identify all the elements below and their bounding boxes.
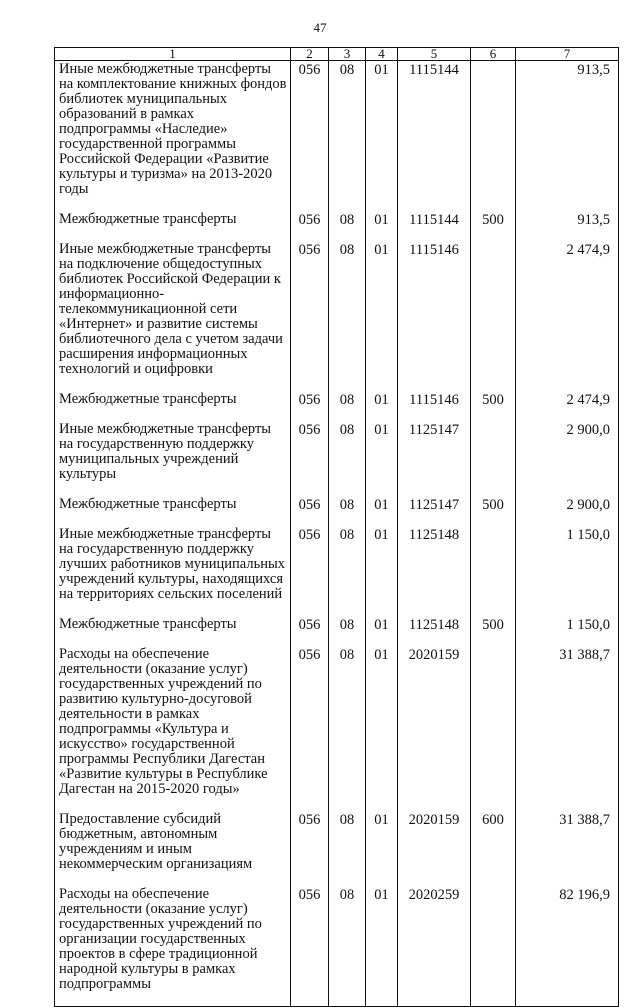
row-amount: 31 388,7: [516, 811, 619, 886]
header-col-2: 2: [291, 48, 329, 61]
row-name: Расходы на обеспечение деятельности (оказание услуг) государственных учреждений по организации государственных проектов в сфере традиционной народной культуры в рамках подпрограммы: [55, 886, 291, 1007]
table-row: [55, 616, 619, 646]
row-ministry: 056: [291, 616, 329, 646]
row-ministry: 056: [291, 886, 329, 1007]
header-col-7: 7: [516, 48, 619, 61]
row-name: Межбюджетные трансферты: [55, 391, 291, 421]
row-name: Иные межбюджетные трансферты на государственную поддержку муниципальных учреждений культуры: [55, 421, 291, 496]
row-ministry: 056: [291, 526, 329, 616]
row-amount: 2 474,9: [516, 241, 619, 391]
row-section: 08: [329, 241, 366, 391]
row-expense-type: 500: [471, 496, 516, 526]
row-subsection: 01: [366, 241, 398, 391]
row-subsection: 01: [366, 646, 398, 811]
row-subsection: 01: [366, 811, 398, 886]
row-name: Межбюджетные трансферты: [55, 211, 291, 241]
row-name: Расходы на обеспечение деятельности (оказание услуг) государственных учреждений по развитию культурно-досуговой деятельности в рамках подпрограммы «Культура и искусство» государственной программы Республики Дагестан «Развитие культуры в Республике Дагестан на 2015-2020 годы»: [55, 646, 291, 811]
row-expense-type: 600: [471, 811, 516, 886]
row-expense-type: [471, 646, 516, 811]
row-amount: 1 150,0: [516, 616, 619, 646]
row-target: 2020159: [398, 646, 471, 811]
row-target: 1115144: [398, 211, 471, 241]
row-ministry: 056: [291, 391, 329, 421]
row-section: 08: [329, 391, 366, 421]
row-name: Межбюджетные трансферты: [55, 496, 291, 526]
row-expense-type: [471, 526, 516, 616]
row-name: Иные межбюджетные трансферты на государственную поддержку лучших работников муниципальных учреждений культуры, находящихся на территориях сельских поселений: [55, 526, 291, 616]
row-subsection: 01: [366, 61, 398, 212]
row-name: Предоставление субсидий бюджетным, автономным учреждениям и иным некоммерческим организациям: [55, 811, 291, 886]
row-amount: 2 900,0: [516, 421, 619, 496]
row-subsection: 01: [366, 496, 398, 526]
row-subsection: 01: [366, 211, 398, 241]
table-row: [55, 646, 619, 811]
row-amount: 1 150,0: [516, 526, 619, 616]
table-row: [55, 811, 619, 886]
row-amount: 2 900,0: [516, 496, 619, 526]
row-ministry: 056: [291, 241, 329, 391]
header-col-4: 4: [366, 48, 398, 61]
table-row: [55, 391, 619, 421]
row-target: 1115146: [398, 241, 471, 391]
row-section: 08: [329, 886, 366, 1007]
header-col-6: 6: [471, 48, 516, 61]
row-section: 08: [329, 211, 366, 241]
row-ministry: 056: [291, 211, 329, 241]
row-amount: 82 196,9: [516, 886, 619, 1007]
row-name: Иные межбюджетные трансферты на подключение общедоступных библиотек Российской Федерации к информационно-телекоммуникационной сети «Интернет» и развитие системы библиотечного дела с учетом задачи расширения информационных технологий и оцифровки: [55, 241, 291, 391]
row-expense-type: 500: [471, 211, 516, 241]
row-target: 2020159: [398, 811, 471, 886]
row-target: 1115146: [398, 391, 471, 421]
row-expense-type: [471, 886, 516, 1007]
row-amount: 913,5: [516, 61, 619, 212]
row-expense-type: [471, 61, 516, 212]
row-target: 1125148: [398, 526, 471, 616]
row-amount: 2 474,9: [516, 391, 619, 421]
table-row: [55, 421, 619, 496]
row-amount: 913,5: [516, 211, 619, 241]
row-section: 08: [329, 421, 366, 496]
row-target: 1125147: [398, 421, 471, 496]
row-target: 1125147: [398, 496, 471, 526]
row-expense-type: [471, 241, 516, 391]
row-ministry: 056: [291, 61, 329, 212]
table-row: [55, 61, 619, 212]
table-row: [55, 886, 619, 1007]
row-name: Межбюджетные трансферты: [55, 616, 291, 646]
row-ministry: 056: [291, 496, 329, 526]
row-name: Иные межбюджетные трансферты на комплектование книжных фондов библиотек муниципальных образований в рамках подпрограммы «Наследие» государственной программы Российской Федерации «Развитие культуры и туризма» на 2013-2020 годы: [55, 61, 291, 212]
row-target: 2020259: [398, 886, 471, 1007]
row-expense-type: [471, 421, 516, 496]
row-subsection: 01: [366, 886, 398, 1007]
row-subsection: 01: [366, 616, 398, 646]
page-number: 47: [313, 20, 327, 35]
row-section: 08: [329, 616, 366, 646]
row-expense-type: 500: [471, 616, 516, 646]
table-row: [55, 496, 619, 526]
row-subsection: 01: [366, 391, 398, 421]
row-subsection: 01: [366, 421, 398, 496]
row-amount: 31 388,7: [516, 646, 619, 811]
row-ministry: 056: [291, 811, 329, 886]
row-ministry: 056: [291, 421, 329, 496]
table-row: [55, 211, 619, 241]
row-subsection: 01: [366, 526, 398, 616]
row-section: 08: [329, 646, 366, 811]
header-col-3: 3: [329, 48, 366, 61]
header-col-5: 5: [398, 48, 471, 61]
row-target: 1125148: [398, 616, 471, 646]
row-section: 08: [329, 496, 366, 526]
row-section: 08: [329, 811, 366, 886]
budget-table: [54, 47, 619, 1007]
table-row: [55, 241, 619, 391]
row-ministry: 056: [291, 646, 329, 811]
table-header-row: [55, 48, 619, 61]
row-expense-type: 500: [471, 391, 516, 421]
row-section: 08: [329, 526, 366, 616]
row-section: 08: [329, 61, 366, 212]
row-target: 1115144: [398, 61, 471, 212]
table-row: [55, 526, 619, 616]
header-col-1: 1: [55, 48, 291, 61]
